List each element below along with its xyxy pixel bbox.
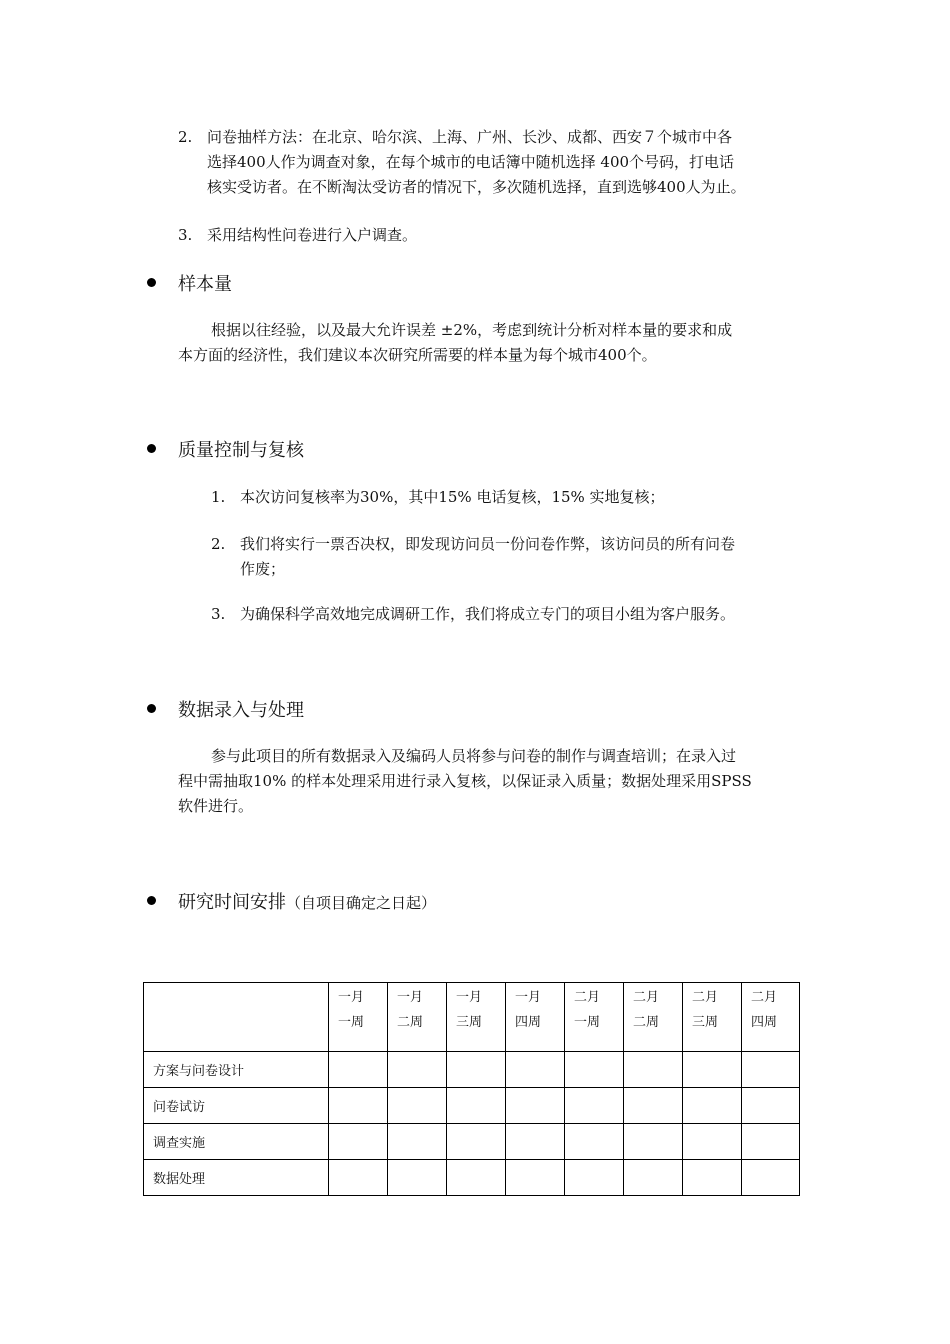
- row-label: 问卷试访: [144, 1088, 329, 1124]
- quality-item-1-line-1: 本次访问复核率为30%，其中15% 电话复核，15% 实地复核；: [240, 488, 665, 506]
- column-header: 二月 三周: [683, 983, 742, 1052]
- section-heading-schedule: [178, 888, 436, 914]
- item-number: 3.: [178, 226, 193, 244]
- column-header: 一月 一周: [329, 983, 388, 1052]
- item-number: 1.: [211, 488, 226, 506]
- table-row: [144, 1052, 800, 1088]
- column-header: 二月 一周: [565, 983, 624, 1052]
- table-corner-cell: [144, 983, 329, 1052]
- data-entry-line-2: 程中需抽取10% 的样本处理采用进行录入复核，以保证录入质量；数据处理采用SPSS: [178, 772, 752, 790]
- bullet-icon: [147, 896, 156, 905]
- section-heading-sample: 样本量: [178, 274, 232, 295]
- table-row: [144, 1124, 800, 1160]
- row-label: 调查实施: [144, 1124, 329, 1160]
- item-number: 2.: [211, 535, 226, 553]
- column-header: 一月 二周: [388, 983, 447, 1052]
- item-number: 2.: [178, 128, 193, 146]
- data-entry-line-1: 参与此项目的所有数据录入及编码人员将参与问卷的制作与调查培训；在录入过: [211, 747, 737, 765]
- column-header: 一月 四周: [506, 983, 565, 1052]
- item-number: 3.: [211, 605, 226, 623]
- section-heading-data-entry: 数据录入与处理: [178, 700, 304, 721]
- sample-paragraph: [178, 318, 818, 368]
- quality-item-3-line-1: 为确保科学高效地完成调研工作，我们将成立专门的项目小组为客户服务。: [240, 605, 736, 623]
- bullet-icon: [147, 704, 156, 713]
- method-item-2-line-3: 核实受访者。在不断淘汰受访者的情况下，多次随机选择，直到选够400人为止。: [207, 178, 746, 196]
- table-row: [144, 1088, 800, 1124]
- sample-line-2: 本方面的经济性，我们建议本次研究所需要的样本量为每个城市400个。: [178, 346, 657, 364]
- schedule-heading-text: 研究时间安排: [178, 892, 286, 913]
- data-entry-paragraph: [178, 744, 818, 819]
- schedule-heading-note: （自项目确定之日起）: [286, 894, 437, 912]
- quality-item-2-line-2: 作废；: [240, 560, 286, 578]
- bullet-icon: [147, 278, 156, 287]
- table-header-row: [144, 983, 800, 1052]
- quality-item-2-line-1: 我们将实行一票否决权，即发现访问员一份问卷作弊，该访问员的所有问卷: [240, 535, 736, 553]
- sample-line-1: 根据以往经验，以及最大允许误差 ±2%，考虑到统计分析对样本量的要求和成: [211, 321, 733, 339]
- method-item-3-text: 采用结构性问卷进行入户调查。: [207, 226, 418, 244]
- row-label: 数据处理: [144, 1160, 329, 1196]
- bullet-icon: [147, 444, 156, 453]
- column-header: 二月 四周: [742, 983, 800, 1052]
- section-heading-quality: 质量控制与复核: [178, 440, 304, 461]
- data-entry-line-3: 软件进行。: [178, 797, 254, 815]
- column-header: 二月 二周: [624, 983, 683, 1052]
- row-label: 方案与问卷设计: [144, 1052, 329, 1088]
- schedule-table: [143, 982, 800, 1196]
- method-item-2-line-2: 选择400人作为调查对象，在每个城市的电话簿中随机选择 400个号码，打电话: [207, 153, 735, 171]
- table-row: [144, 1160, 800, 1196]
- method-item-2-line-1: 问卷抽样方法：在北京、哈尔滨、上海、广州、长沙、成都、西安７个城市中各: [207, 128, 733, 146]
- column-header: 一月 三周: [447, 983, 506, 1052]
